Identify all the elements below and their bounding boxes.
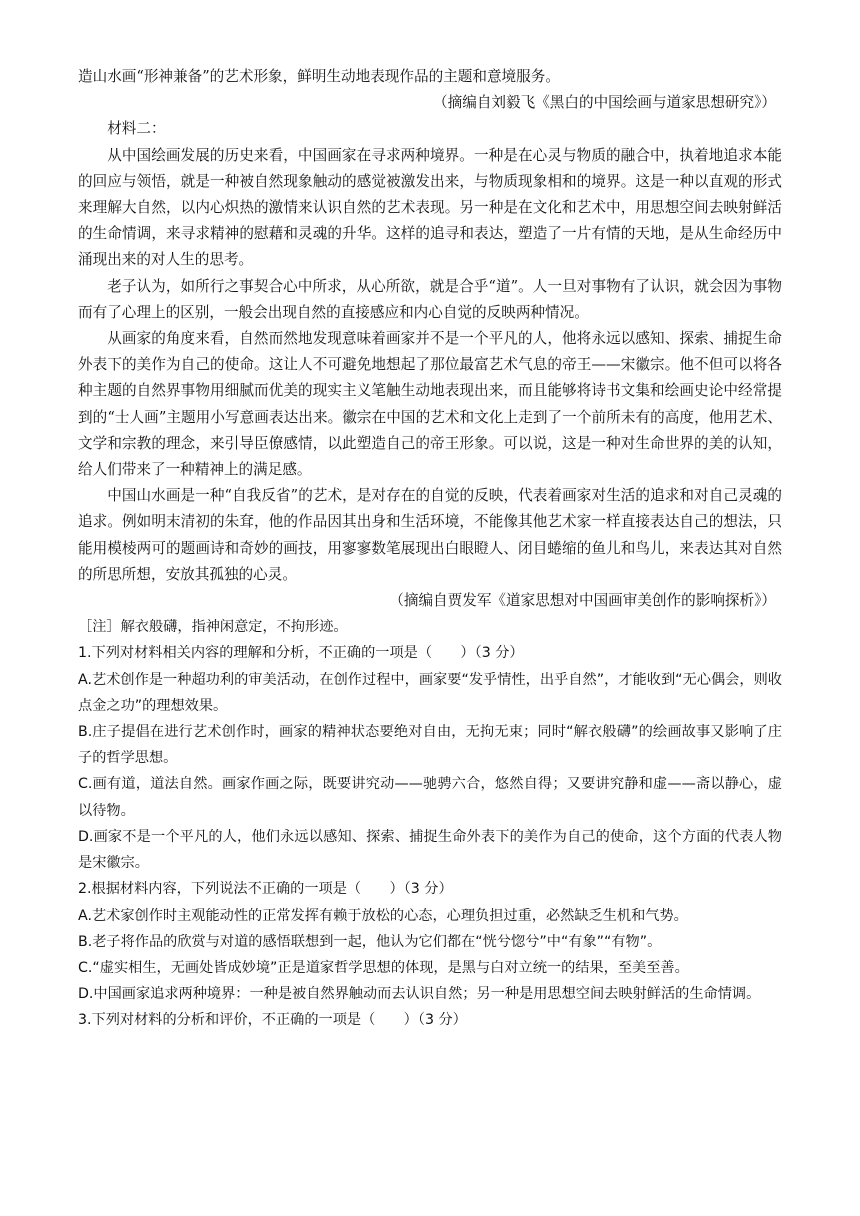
question-1-option-a: A.艺术创作是一种超功利的审美活动，在创作过程中，画家要“发乎情性，出乎自然”，才能收到“无心偶会，则收点金之功”的理想效果。 bbox=[78, 671, 782, 714]
material2-heading: 材料二： bbox=[107, 120, 166, 138]
material2-paragraph: 老子认为，如所行之事契合心中所求，从心所欲，就是合乎“道”。人一旦对事物有了认识，就会因为事物而有了心理上的区别，一般会出现自然的直接感应和内心自觉的反映两种情况。 bbox=[78, 277, 782, 321]
question-3-stem: 3.下列对材料的分析和评价，不正确的一项是（ ）（3 分） bbox=[78, 1012, 467, 1029]
continuation-text: 造山水画“形神兼备”的艺术形象，鲜明生动地表现作品的主题和意境服务。 bbox=[78, 68, 560, 85]
question-2-option-b: B.老子将作品的欣赏与对道的感悟联想到一起，他认为它们都在“恍兮惚兮”中“有象”“有物”。 bbox=[78, 933, 662, 950]
annotation-note: ［注］解衣般礴，指神闲意定，不拘形迹。 bbox=[78, 619, 348, 636]
question-1-option-d: D.画家不是一个平凡的人，他们永远以感知、探索、捕捉生命外表下的美作为自己的使命，这个方面的代表人物是宋徽宗。 bbox=[78, 828, 782, 872]
question-2-option-a: A.艺术家创作时主观能动性的正常发挥有赖于放松的心态，心理负担过重，必然缺乏生机和气势。 bbox=[78, 907, 688, 924]
question-2-stem: 2.根据材料内容，下列说法不正确的一项是（ ）（3 分） bbox=[78, 881, 453, 898]
material2-paragraph: 从中国绘画发展的历史来看，中国画家在寻求两种境界。一种是在心灵与物质的融合中，执着地追求本能的回应与领悟，就是一种被自然现象触动的感觉被激发出来，与物质现象相和的境界。这是一种以直观的形式来理解大自然，以内心炽热的激情来认识自然的艺术表现。另一种是在文化和艺术中，用思想空间去映射鲜活的生命情调，来寻求精神的慰藉和灵魂的升华。这样的追寻和表达，塑造了一片有情的天地，是从生命经历中涌现出来的对人生的思考。 bbox=[78, 146, 782, 269]
source-citation-1: （摘编自刘毅飞《黑白的中国绘画与道家思想研究》） bbox=[433, 94, 776, 112]
question-2-option-c: C.“虚实相生，无画处皆成妙境”正是道家哲学思想的体现，是黑与白对立统一的结果，至美至善。 bbox=[78, 959, 689, 976]
question-2-option-d: D.中国画家追求两种境界：一种是被自然界触动而去认识自然；另一种是用思想空间去映射鲜活的生命情调。 bbox=[78, 986, 761, 1003]
source-citation-2: （摘编自贾发军《道家思想对中国画审美创作的影响探析》） bbox=[389, 592, 776, 610]
material2-paragraph: 从画家的角度来看，自然而然地发现意味着画家并不是一个平凡的人，他将永远以感知、探索、捕捉生命外表下的美作为自己的使命。这让人不可避免地想起了那位最富艺术气息的帝王——宋徽宗。他不但可以将各种主题的自然界事物用细腻而优美的现实主义笔触生动地表现出来，而且能够将诗书文集和绘画史论中经常提到的“士人画”主题用小写意画表达出来。徽宗在中国的艺术和文化上走到了一个前所未有的高度，他用艺术、文学和宗教的理念，来引导臣僚感情，以此塑造自己的帝王形象。可以说，这是一种对生命世界的美的认知，给人们带来了一种精神上的满足感。 bbox=[78, 330, 782, 479]
question-1-option-c: C.画有道，道法自然。画家作画之际，既要讲究动——驰骋六合，悠然自得；又要讲究静和虚——斋以静心，虚以待物。 bbox=[78, 776, 782, 819]
question-1-stem: 1.下列对材料相关内容的理解和分析，不正确的一项是（ ）（3 分） bbox=[78, 645, 524, 662]
material2-paragraph: 中国山水画是一种“自我反省”的艺术，是对存在的自觉的反映，代表着画家对生活的追求和对自己灵魂的追求。例如明末清初的朱耷，他的作品因其出身和生活环境，不能像其他艺术家一样直接表达自己的想法，只能用模棱两可的题画诗和奇妙的画技，用寥寥数笔展现出白眼瞪人、闭目蜷缩的鱼儿和鸟儿，来表达其对自然的所思所想，安放其孤独的心灵。 bbox=[78, 487, 782, 583]
question-1-option-b: B.庄子提倡在进行艺术创作时，画家的精神状态要绝对自由，无拘无束；同时“解衣般礴”的绘画故事又影响了庄子的哲学思想。 bbox=[78, 724, 782, 767]
